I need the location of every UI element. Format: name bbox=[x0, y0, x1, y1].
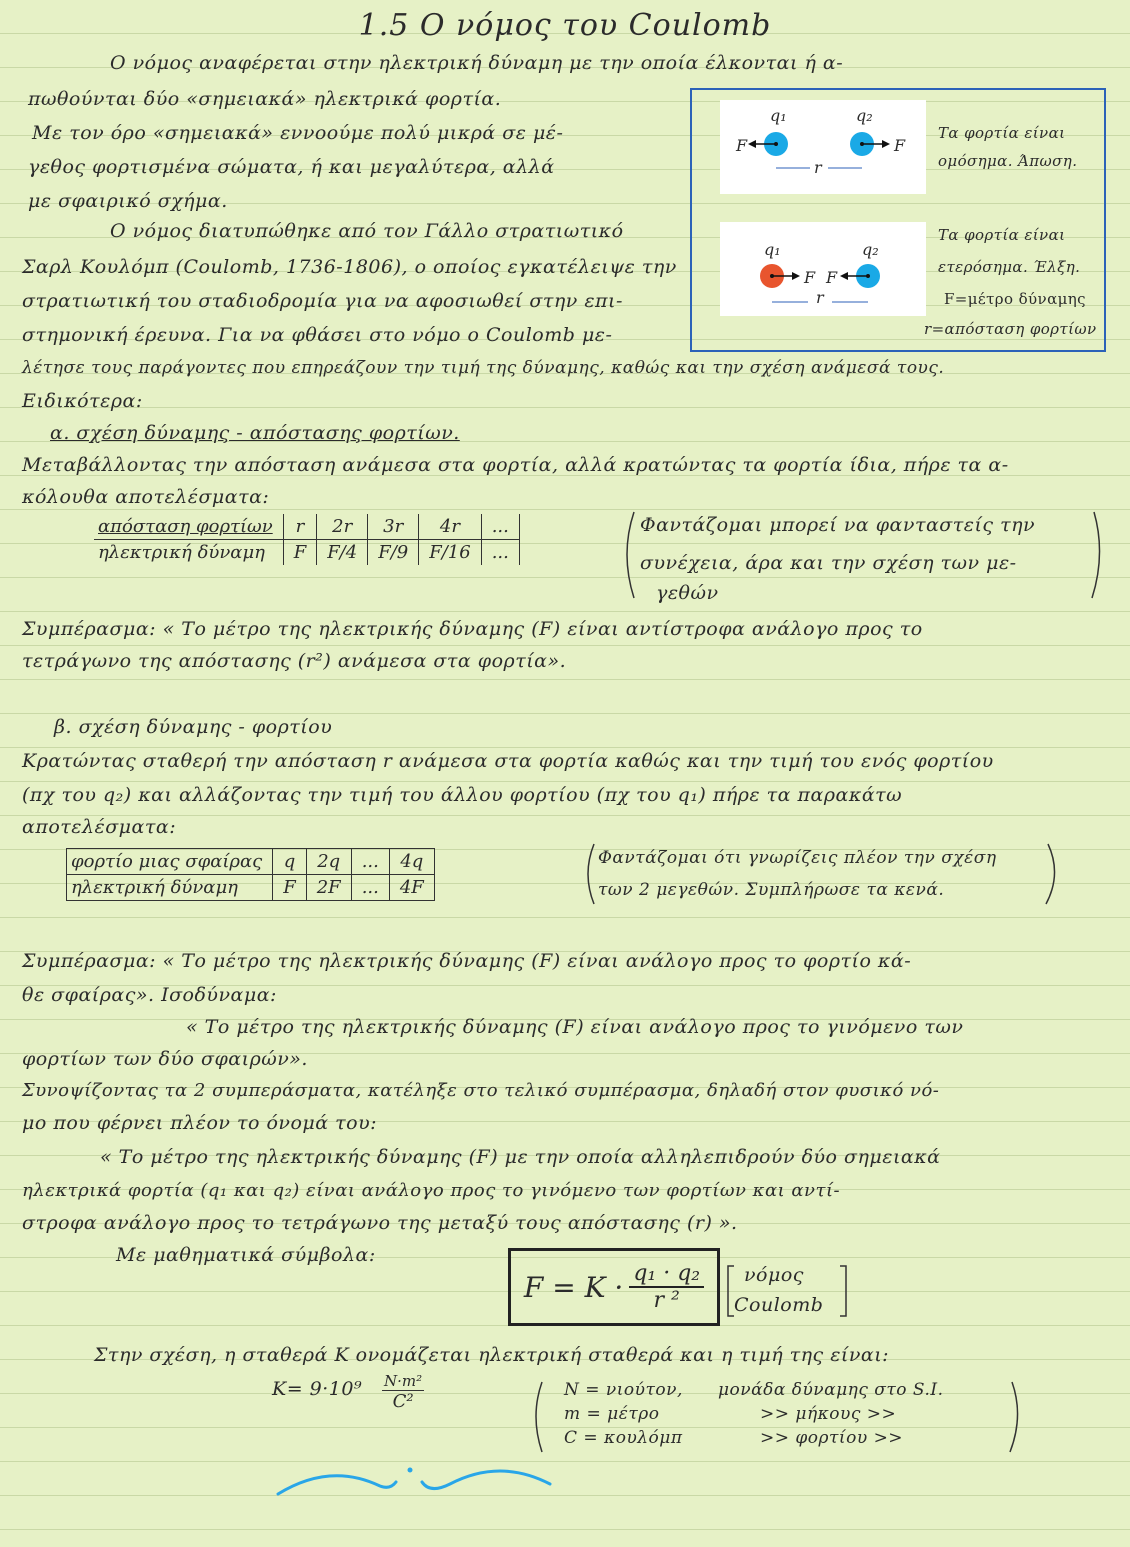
distance-label: r bbox=[814, 158, 822, 177]
table-cell: ... bbox=[481, 540, 519, 566]
charges-info-box bbox=[690, 88, 1106, 352]
force-label-left-2: F bbox=[804, 268, 816, 287]
note-a-line-3: γεθών bbox=[656, 582, 719, 604]
section-b-conclusion-4: φορτίων των δύο σφαιρών». bbox=[22, 1048, 308, 1070]
table-cell: F bbox=[283, 540, 317, 566]
note-b-line-2: των 2 μεγεθών. Συμπλήρωσε τα κενά. bbox=[598, 880, 945, 900]
attraction-diagram bbox=[720, 222, 926, 316]
table-cell: F/9 bbox=[368, 540, 419, 566]
intro-line-5: με σφαιρικό σχήμα. bbox=[28, 190, 228, 212]
formula-name-1: νόμος bbox=[744, 1264, 804, 1286]
table-cell: ... bbox=[351, 849, 389, 875]
intro-line-2: πωθούνται δύο «σημειακά» ηλεκτρικά φορτία. bbox=[28, 88, 502, 110]
box2-text-2: ετερόσημα. Έλξη. bbox=[938, 258, 1081, 276]
constant-unit bbox=[382, 1372, 424, 1412]
table-row bbox=[67, 849, 435, 875]
q2-label: q₂ bbox=[856, 106, 873, 125]
intro-line-8: στρατιωτική του σταδιοδρομία για να αφοσιωθεί στην επι- bbox=[22, 290, 623, 312]
table-cell: ... bbox=[481, 514, 519, 540]
table-cell: ... bbox=[351, 875, 389, 901]
unit-n-name: N = νιούτον, bbox=[564, 1380, 683, 1400]
page-title: 1.5 Ο νόμος του Coulomb bbox=[358, 8, 772, 43]
formula-intro: Με μαθηματικά σύμβολα: bbox=[116, 1244, 376, 1266]
distance-label-2: r bbox=[816, 288, 824, 307]
section-b-conclusion-3: « Το μέτρο της ηλεκτρικής δύναμης (F) είναι ανάλογο προς το γινόμενο των bbox=[186, 1016, 964, 1038]
unit-m-name: m = μέτρο bbox=[564, 1404, 660, 1424]
box2-text-3: F=μέτρο δύναμης bbox=[944, 290, 1086, 308]
unit-c-name: C = κουλόμπ bbox=[564, 1428, 683, 1448]
force-label-right: F bbox=[894, 136, 906, 155]
section-b-line-2: (πχ του q₂) και αλλάζοντας την τιμή του άλλου φορτίου (πχ του q₁) πήρε τα παρακάτω bbox=[22, 784, 903, 806]
note-a-line-1: Φαντάζομαι μπορεί να φανταστείς την bbox=[640, 514, 1036, 536]
section-b-conclusion-5: Συνοψίζοντας τα 2 συμπεράσματα, κατέληξε στο τελικό συμπέρασμα, δηλαδή στον φυσικό νό- bbox=[22, 1080, 940, 1101]
intro-line-10: λέτησε τους παράγοντες που επηρεάζουν την τιμή της δύναμης, καθώς και την σχέση ανάμεσά τους. bbox=[22, 358, 945, 378]
section-b-conclusion-6: μο που φέρνει πλέον το όνομά του: bbox=[22, 1112, 378, 1134]
table-cell: ηλεκτρική δύναμη bbox=[94, 540, 283, 566]
table-row bbox=[94, 540, 519, 566]
table-cell: 4r bbox=[419, 514, 481, 540]
intro-line-3: Με τον όρο «σημειακά» εννοούμε πολύ μικρά σε μέ- bbox=[32, 122, 564, 144]
decorative-swirl bbox=[270, 1460, 560, 1510]
q1-label: q₁ bbox=[770, 106, 787, 125]
intro-line-6: Ο νόμος διατυπώθηκε από τον Γάλλο στρατιωτικό bbox=[110, 220, 624, 242]
table-cell: 2F bbox=[306, 875, 351, 901]
coulomb-formula bbox=[508, 1248, 720, 1326]
constant-value: K= 9·10⁹ bbox=[272, 1378, 363, 1400]
section-a-heading: α. σχέση δύναμης - απόστασης φορτίων. bbox=[50, 422, 460, 444]
section-a-line-1: Μεταβάλλοντας την απόσταση ανάμεσα στα φορτία, αλλά κρατώντας τα φορτία ίδια, πήρε τα α- bbox=[22, 454, 1009, 476]
note-a-line-2: συνέχεια, άρα και την σχέση των με- bbox=[640, 552, 1017, 574]
table-cell: F/16 bbox=[419, 540, 481, 566]
box1-text-1: Τα φορτία είναι bbox=[938, 124, 1066, 142]
table-cell: q bbox=[273, 849, 307, 875]
repulsion-diagram bbox=[720, 100, 926, 194]
formula-name-2: Coulomb bbox=[734, 1294, 824, 1316]
table-cell: r bbox=[283, 514, 317, 540]
distance-force-table bbox=[94, 514, 520, 565]
constant-text: Στην σχέση, η σταθερά K ονομάζεται ηλεκτρική σταθερά και η τιμή της είναι: bbox=[94, 1344, 890, 1366]
q2-label-2: q₂ bbox=[862, 240, 879, 259]
formula-lhs: F = K · bbox=[523, 1270, 624, 1304]
law-statement-3: στροφα ανάλογο προς το τετράγωνο της μεταξύ τους απόστασης (r) ». bbox=[22, 1212, 738, 1234]
table-row bbox=[67, 875, 435, 901]
table-row bbox=[94, 514, 519, 540]
table-cell: απόσταση φορτίων bbox=[94, 514, 283, 540]
table-cell: F bbox=[273, 875, 307, 901]
charge-force-table bbox=[66, 848, 435, 901]
section-a-conclusion-2: τετράγωνο της απόστασης (r²) ανάμεσα στα φορτία». bbox=[22, 650, 567, 672]
intro-line-7: Σαρλ Κουλόμπ (Coulomb, 1736-1806), ο οποίος εγκατέλειψε την bbox=[22, 256, 677, 278]
section-b-line-3: αποτελέσματα: bbox=[22, 816, 177, 838]
table-cell: ηλεκτρική δύναμη bbox=[67, 875, 273, 901]
unit-c-desc: >> φορτίου >> bbox=[760, 1428, 904, 1448]
note-b-line-1: Φαντάζομαι ότι γνωρίζεις πλέον την σχέση bbox=[598, 848, 997, 868]
box2-text-1: Τα φορτία είναι bbox=[938, 226, 1066, 244]
intro-line-1: Ο νόμος αναφέρεται στην ηλεκτρική δύναμη με την οποία έλκονται ή α- bbox=[110, 52, 844, 74]
intro-line-11: Ειδικότερα: bbox=[22, 390, 143, 412]
intro-line-4: γεθος φορτισμένα σώματα, ή και μεγαλύτερα, αλλά bbox=[28, 156, 555, 178]
table-cell: 4F bbox=[389, 875, 434, 901]
section-b-line-1: Κρατώντας σταθερή την απόσταση r ανάμεσα στα φορτία καθώς και την τιμή του ενός φορτίου bbox=[22, 750, 994, 772]
section-b-heading: β. σχέση δύναμης - φορτίου bbox=[54, 716, 333, 738]
law-statement-1: « Το μέτρο της ηλεκτρικής δύναμης (F) με την οποία αλληλεπιδρούν δύο σημειακά bbox=[100, 1146, 941, 1168]
box1-text-2: ομόσημα. Άπωση. bbox=[938, 152, 1078, 170]
section-b-conclusion-1: Συμπέρασμα: « Το μέτρο της ηλεκτρικής δύναμης (F) είναι ανάλογο προς το φορτίο κά- bbox=[22, 950, 912, 972]
box2-text-4: r=απόσταση φορτίων bbox=[924, 320, 1097, 338]
table-cell: F/4 bbox=[317, 540, 368, 566]
table-cell: 3r bbox=[368, 514, 419, 540]
formula-denominator: r ² bbox=[653, 1288, 680, 1313]
q1-label-2: q₁ bbox=[764, 240, 781, 259]
table-cell: 2q bbox=[306, 849, 351, 875]
table-cell: 4q bbox=[389, 849, 434, 875]
formula-numerator: q₁ · q₂ bbox=[629, 1261, 704, 1288]
force-label-left: F bbox=[736, 136, 748, 155]
force-label-right-2: F bbox=[826, 268, 838, 287]
constant-unit-den: C² bbox=[392, 1391, 414, 1412]
section-a-line-2: κόλουθα αποτελέσματα: bbox=[22, 486, 270, 508]
intro-line-9: στημονική έρευνα. Για να φθάσει στο νόμο ο Coulomb με- bbox=[22, 324, 613, 346]
law-statement-2: ηλεκτρικά φορτία (q₁ και q₂) είναι ανάλογο προς το γινόμενο των φορτίων και αντί- bbox=[22, 1180, 841, 1201]
section-a-conclusion-1: Συμπέρασμα: « Το μέτρο της ηλεκτρικής δύναμης (F) είναι αντίστροφα ανάλογο προς το bbox=[22, 618, 923, 640]
section-b-conclusion-2: θε σφαίρας». Ισοδύναμα: bbox=[22, 984, 277, 1006]
unit-n-desc: μονάδα δύναμης στο S.I. bbox=[718, 1380, 944, 1400]
formula-fraction bbox=[629, 1261, 704, 1313]
unit-m-desc: >> μήκους >> bbox=[760, 1404, 897, 1424]
table-cell: 2r bbox=[317, 514, 368, 540]
table-cell: φορτίο μιας σφαίρας bbox=[67, 849, 273, 875]
constant-unit-num: N·m² bbox=[384, 1372, 423, 1390]
